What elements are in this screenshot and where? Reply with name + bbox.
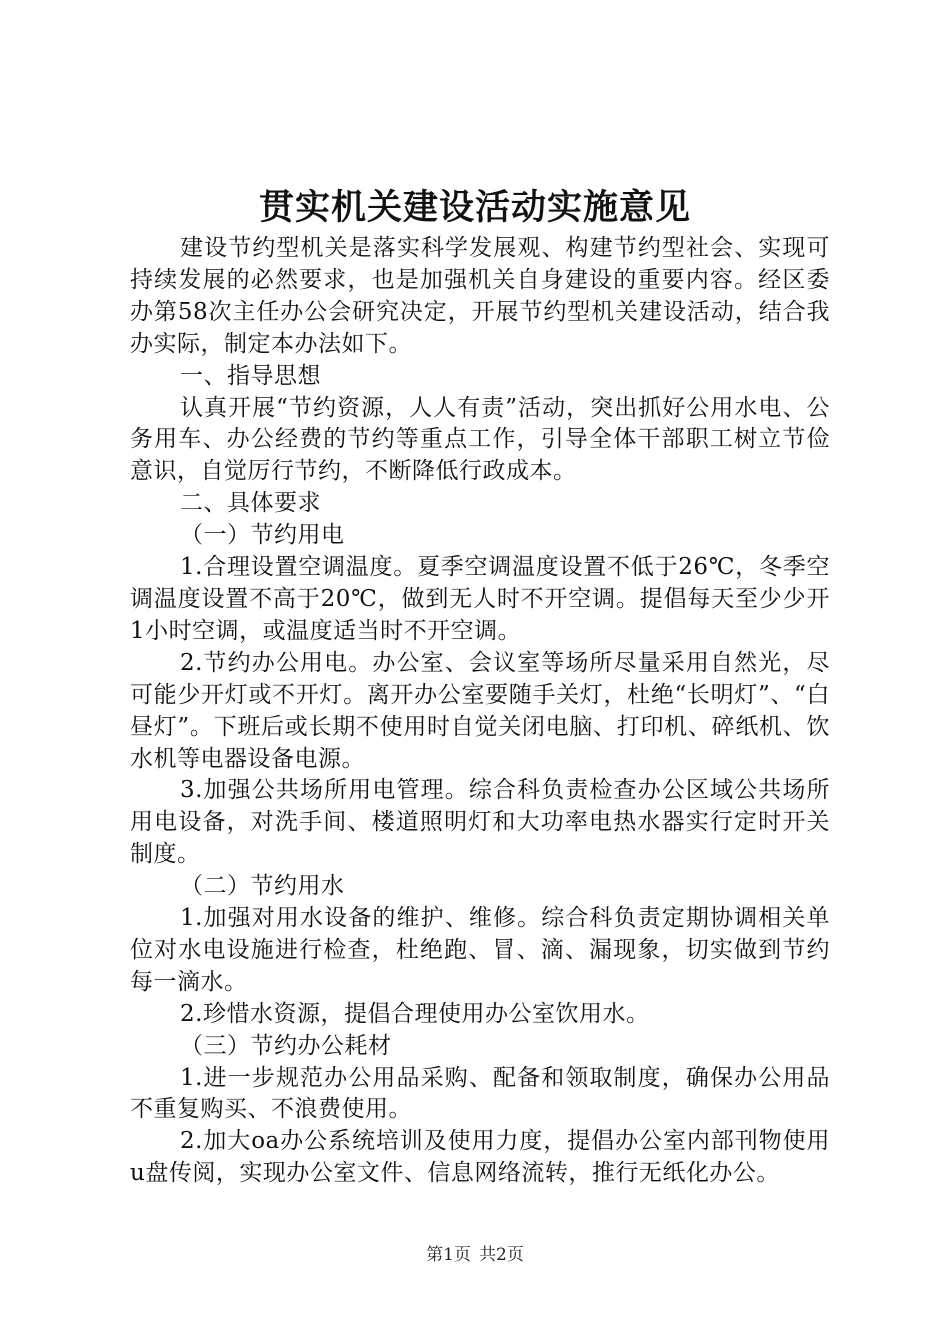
page-number-total: 共2页 <box>479 1245 524 1265</box>
document-body <box>130 233 830 1190</box>
list-item-office-electricity: 2.节约办公用电。办公室、会议室等场所尽量采用自然光，尽可能少开灯或不开灯。离开办公室要随手关灯，杜绝“长明灯”、“白昼灯”。下班后或长期不使用时自觉关闭电脑、打印机、碎纸机、饮水机等电器设备电源。 <box>130 649 830 772</box>
list-item-water-maintenance: 1.加强对用水设备的维护、维修。综合科负责定期协调相关单位对水电设施进行检查，杜绝跑、冒、滴、漏现象，切实做到节约每一滴水。 <box>130 905 830 995</box>
list-item-water-resources: 2.珍惜水资源，提倡合理使用办公室饮用水。 <box>180 1000 650 1027</box>
section-heading-guiding-ideology: 一、指导思想 <box>180 362 321 389</box>
section-paragraph-guiding-ideology: 认真开展“节约资源，人人有责”活动，突出抓好公用水电、公务用车、办公经费的节约等重点工作，引导全体干部职工树立节俭意识，自觉厉行节约，不断降低行政成本。 <box>130 394 830 485</box>
list-item-public-electricity: 3.加强公共场所用电管理。综合科负责检查办公区域公共场所用电设备，对洗手间、楼道照明灯和大功率电热水器实行定时开关制度。 <box>130 777 830 868</box>
list-item-supplies-procurement: 1.进一步规范办公用品采购、配备和领取制度，确保办公用品不重复购买、不浪费使用。 <box>130 1064 830 1123</box>
section-heading-requirements: 二、具体要求 <box>180 490 321 517</box>
list-item-paperless-office: 2.加大oa办公系统培训及使用力度，提倡办公室内部刊物使用u盘传阅，实现办公室文件、信息网络流转，推行无纸化办公。 <box>130 1128 830 1187</box>
list-item-ac-temperature: 1.合理设置空调温度。夏季空调温度设置不低于26℃，冬季空调温度设置不高于20℃，做到无人时不开空调。提倡每天至少少开1小时空调，或温度适当时不开空调。 <box>130 554 830 644</box>
intro-paragraph: 建设节约型机关是落实科学发展观、构建节约型社会、实现可持续发展的必然要求，也是加强机关自身建设的重要内容。经区委办第58次主任办公会研究决定，开展节约型机关建设活动，结合我办实际，制定本办法如下。 <box>130 235 830 357</box>
subsection-heading-supplies: （三）节约办公耗材 <box>180 1032 392 1059</box>
subsection-heading-water: （二）节约用水 <box>180 873 345 900</box>
document-title: 贯实机关建设活动实施意见 <box>258 187 691 228</box>
page-number-current: 第1页 <box>426 1245 471 1265</box>
subsection-heading-electricity: （一）节约用电 <box>180 522 345 549</box>
page-footer <box>0 1243 950 1267</box>
